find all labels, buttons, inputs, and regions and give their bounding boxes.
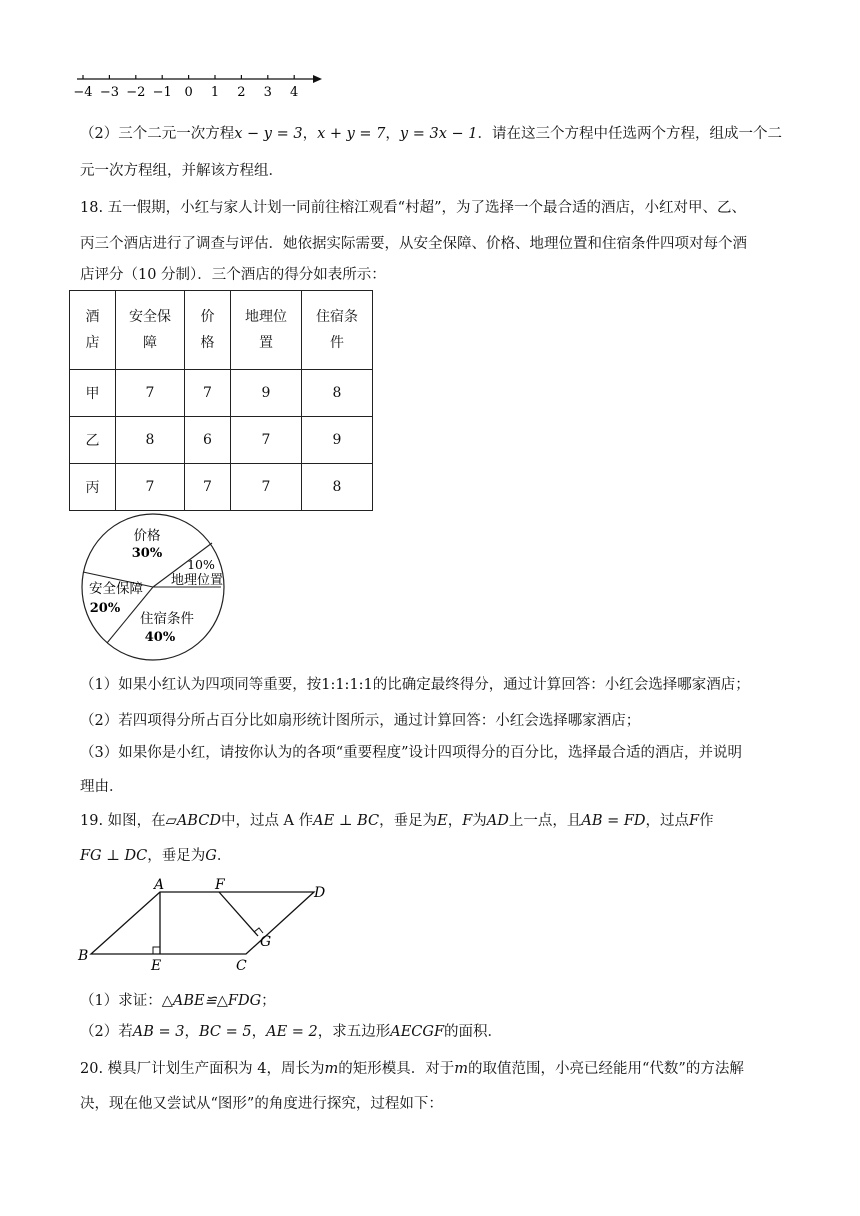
- pie-pct-price: 30%: [131, 546, 163, 561]
- pie-label-location: 地理位置: [170, 573, 224, 588]
- q20-line1: 20. 模具厂计划生产面积为 4，周长为m的矩形模具．对于m的取值范围，小亮已经能用“代数”的方法解: [80, 1061, 744, 1077]
- equation-2: x + y = 7: [317, 126, 386, 142]
- q18-sub2: （2）若四项得分所占百分比如扇形统计图所示，通过计算回答：小红会选择哪家酒店；: [80, 713, 641, 729]
- point-label-g: G: [260, 934, 272, 950]
- q18-sub3-line1: （3）如果你是小红，请按你认为的各项“重要程度”设计四项得分的百分比，选择最合适的酒店，并说明: [80, 745, 743, 761]
- equation-3: y = 3x − 1: [399, 126, 478, 142]
- q17-part2-line2: 元一次方程组，并解该方程组．: [80, 163, 283, 179]
- number-line-label: −4: [73, 85, 93, 100]
- table-header-row: [70, 291, 373, 370]
- table-cell: 7: [116, 464, 185, 511]
- q19-sub2: （2）若AB = 3，BC = 5，AE = 2，求五边形AECGF的面积．: [80, 1024, 503, 1040]
- number-line-label: −1: [152, 85, 172, 100]
- q19-sub1: （1）求证：△ABE≌△FDG；: [80, 993, 276, 1009]
- number-line-label: 1: [210, 85, 220, 100]
- table-cell: 乙: [70, 417, 116, 464]
- number-line-label: 2: [237, 85, 246, 100]
- header-cell: 价 格: [185, 291, 231, 370]
- q18-line1: 18. 五一假期，小红与家人计划一同前往榕江观看“村超”，为了选择一个最合适的酒店，小红对甲、乙、: [80, 200, 746, 216]
- number-line-label: 0: [184, 85, 193, 100]
- table-cell: 7: [185, 464, 231, 511]
- q18-sub1: （1）如果小红认为四项同等重要，按1:1:1:1的比确定最终得分，通过计算回答：小红会选择哪家酒店；: [80, 677, 750, 693]
- table-row: [70, 417, 373, 464]
- number-line-label: −2: [126, 85, 146, 100]
- q20-line2: 决，现在他又尝试从“图形”的角度进行探究，过程如下：: [80, 1096, 443, 1112]
- table-cell: 6: [185, 417, 231, 464]
- header-cell: 安全保 障: [116, 291, 185, 370]
- header-cell: 地理位 置: [231, 291, 302, 370]
- table-cell: 甲: [70, 370, 116, 417]
- table-cell: 7: [185, 370, 231, 417]
- number-line-label: 3: [263, 85, 272, 100]
- point-label-d: D: [314, 885, 326, 901]
- pie-pct-location: 10%: [187, 557, 215, 572]
- table-cell: 9: [302, 417, 373, 464]
- q18-line3: 店评分（10 分制）．三个酒店的得分如表所示：: [80, 267, 386, 283]
- point-label-a: A: [154, 877, 165, 893]
- parallelogram-figure: [74, 874, 334, 974]
- point-label-e: E: [151, 958, 162, 974]
- point-label-c: C: [236, 958, 247, 974]
- q19-line1: 19. 如图，在▱ABCD中，过点 A 作AE ⊥ BC，垂足为E，F为AD上一点，且AB = FD，过点F作: [80, 813, 714, 829]
- table-cell: 8: [302, 464, 373, 511]
- table-row: [70, 464, 373, 511]
- q19-line2: FG ⊥ DC，垂足为G．: [80, 848, 232, 864]
- table-cell: 丙: [70, 464, 116, 511]
- table-cell: 7: [231, 464, 302, 511]
- q18-line2: 丙三个酒店进行了调查与评估．她依据实际需要，从安全保障、价格、地理位置和住宿条件四项对每个酒: [80, 236, 747, 252]
- table-cell: 7: [116, 370, 185, 417]
- table-cell: 8: [116, 417, 185, 464]
- header-cell: 住宿条 件: [302, 291, 373, 370]
- pie-label-lodging: 住宿条件: [140, 611, 194, 627]
- table-cell: 8: [302, 370, 373, 417]
- header-cell: 酒 店: [70, 291, 116, 370]
- pie-label-safety: 安全保障: [89, 581, 143, 597]
- number-line-label: 4: [290, 85, 299, 100]
- pie-pct-safety: 20%: [89, 601, 121, 616]
- equation-1: x − y = 3: [234, 126, 303, 142]
- table-cell: 9: [231, 370, 302, 417]
- table-row: [70, 370, 373, 417]
- hotel-score-table: [69, 290, 373, 511]
- number-line: [70, 68, 330, 108]
- point-label-f: F: [215, 877, 225, 893]
- q17-part2-line1: （2）三个二元一次方程x − y = 3，x + y = 7，y = 3x − 1．请在这三个方程中任选两个方程，组成一个二: [80, 126, 782, 142]
- point-label-b: B: [78, 948, 89, 964]
- pie-pct-lodging: 40%: [144, 630, 176, 645]
- q18-sub3-line2: 理由．: [80, 779, 124, 795]
- pie-label-price: 价格: [133, 528, 161, 544]
- number-line-label: −3: [99, 85, 119, 100]
- table-cell: 7: [231, 417, 302, 464]
- pie-chart: [80, 510, 240, 666]
